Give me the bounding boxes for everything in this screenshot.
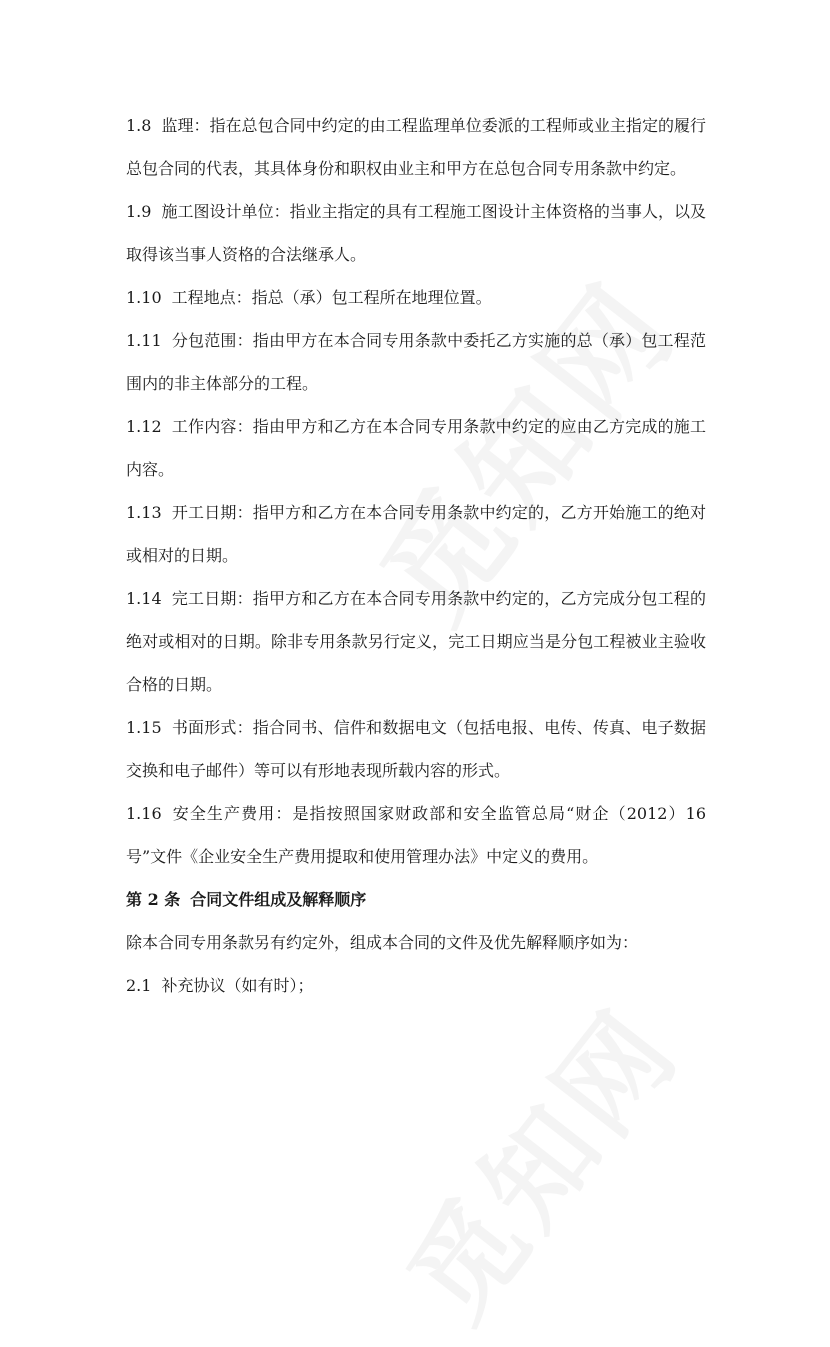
clause-text: 安全生产费用：是指按照国家财政部和安全监管总局“财企（2012）16号”文件《企业安全生产费用提取和使用管理办法》中定义的费用。 xyxy=(126,804,706,866)
clause xyxy=(126,964,706,1007)
clause-number: 1.8 xyxy=(126,116,152,135)
clause xyxy=(126,276,706,319)
clause-number: 1.10 xyxy=(126,288,162,307)
clause xyxy=(126,405,706,491)
watermark xyxy=(366,971,708,1347)
clause xyxy=(126,792,706,878)
clause xyxy=(126,706,706,792)
section-intro: 除本合同专用条款另有约定外，组成本合同的文件及优先解释顺序如为： xyxy=(126,933,639,952)
section-number: 第 2 条 xyxy=(126,890,181,909)
clause xyxy=(126,319,706,405)
clause-text: 分包范围：指由甲方在本合同专用条款中委托乙方实施的总（承）包工程范围内的非主体部分的工程。 xyxy=(126,331,706,393)
clause xyxy=(126,491,706,577)
clause-text: 施工图设计单位：指业主指定的具有工程施工图设计主体资格的当事人，以及取得该当事人资格的合法继承人。 xyxy=(126,202,706,264)
clause-number: 1.9 xyxy=(126,202,152,221)
clause xyxy=(126,190,706,276)
clause-text: 补充协议（如有时）； xyxy=(161,976,314,995)
clause-number: 1.15 xyxy=(126,718,162,737)
section-title: 合同文件组成及解释顺序 xyxy=(190,890,367,909)
clause-text: 完工日期：指甲方和乙方在本合同专用条款中约定的，乙方完成分包工程的绝对或相对的日期。除非专用条款另行定义，完工日期应当是分包工程被业主验收合格的日期。 xyxy=(126,589,706,694)
clause-text: 监理：指在总包合同中约定的由工程监理单位委派的工程师或业主指定的履行总包合同的代表，其具体身份和职权由业主和甲方在总包合同专用条款中约定。 xyxy=(126,116,706,178)
clause-number: 1.14 xyxy=(126,589,162,608)
clause xyxy=(126,104,706,190)
clause-text: 开工日期：指甲方和乙方在本合同专用条款中约定的，乙方开始施工的绝对或相对的日期。 xyxy=(126,503,706,565)
clause-number: 1.11 xyxy=(126,331,162,350)
clause-text: 书面形式：指合同书、信件和数据电文（包括电报、电传、传真、电子数据交换和电子邮件）等可以有形地表现所载内容的形式。 xyxy=(126,718,706,780)
clause-number: 1.13 xyxy=(126,503,162,522)
clause-number: 1.16 xyxy=(126,804,162,823)
clause-text: 工程地点：指总（承）包工程所在地理位置。 xyxy=(171,288,492,307)
section-heading xyxy=(126,878,706,921)
clause-text: 工作内容：指由甲方和乙方在本合同专用条款中约定的应由乙方完成的施工内容。 xyxy=(126,417,706,479)
document-body xyxy=(126,104,706,1007)
clause-number: 2.1 xyxy=(126,976,152,995)
clause xyxy=(126,577,706,706)
clause-number: 1.12 xyxy=(126,417,162,436)
